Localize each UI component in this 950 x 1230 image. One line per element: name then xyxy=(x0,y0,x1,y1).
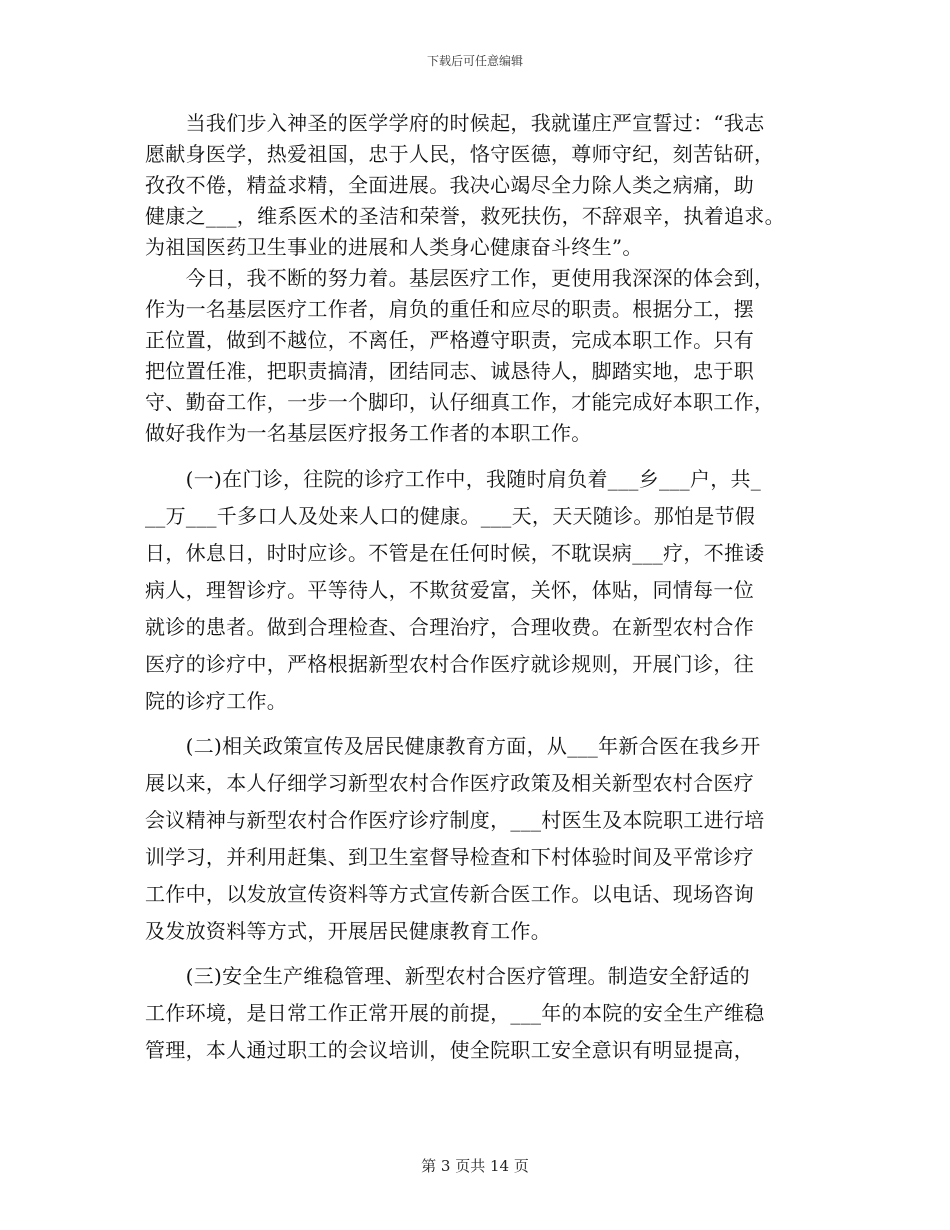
text-line: 医疗的诊疗中，严格根据新型农村合作医疗就诊规则，开展门诊，往 xyxy=(145,652,754,676)
text-line: 作为一名基层医疗工作者，肩负的重任和应尽的职责。根据分工，摆 xyxy=(145,297,754,321)
text-line: 就诊的患者。做到合理检查、合理治疗，合理收费。在新型农村合作 xyxy=(145,615,754,639)
text-line: 工作中，以发放宣传资料等方式宣传新合医工作。以电话、现场咨询 xyxy=(145,882,754,906)
paragraph xyxy=(145,958,807,1069)
text-line: 日，休息日，时时应诊。不管是在任何时候，不耽误病___疗，不推诿 xyxy=(145,541,765,565)
paragraph xyxy=(145,461,807,720)
text-line: (三)安全生产维稳管理、新型农村合医疗管理。制造安全舒适的 xyxy=(145,964,750,988)
text-line: 做好我作为一名基层医疗报务工作者的本职工作。 xyxy=(145,421,592,445)
text-line: 会议精神与新型农村合作医疗诊疗制度，___村医生及本院职工进行培 xyxy=(145,808,765,832)
text-line: 正位置，做到不越位，不离任，严格遵守职责，完成本职工作。只有 xyxy=(145,328,754,352)
paragraph xyxy=(145,728,807,950)
paragraph xyxy=(145,263,807,449)
text-line: 及发放资料等方式，开展居民健康教育工作。 xyxy=(145,919,551,943)
page-header: 下载后可任意编辑 xyxy=(426,54,523,68)
text-line: 工作环境，是日常工作正常开展的前提，___年的本院的安全生产维稳 xyxy=(145,1001,765,1025)
text-line: __万___千多口人及处来人口的健康。___天，天天随诊。那怕是节假 xyxy=(145,504,756,528)
text-line: 把位置任准，把职责搞清，团结同志、诚恳待人，脚踏实地，忠于职 xyxy=(145,359,754,383)
text-line: (一)在门诊，往院的诊疗工作中，我随时肩负着___乡___户，共_ xyxy=(145,467,762,491)
text-line: 管理，本人通过职工的会议培训，使全院职工安全意识有明显提高， xyxy=(145,1038,754,1062)
text-line: 守、勤奋工作，一步一个脚印，认仔细真工作，才能完成好本职工作， xyxy=(145,390,775,414)
text-line: 健康之___，维系医术的圣洁和荣誉，救死扶伤，不辞艰辛，执着追求。 xyxy=(145,204,785,228)
page-footer: 第 3 页共 14 页 xyxy=(421,1157,529,1175)
text-line: 愿献身医学，热爱祖国，忠于人民，恪守医德，尊师守纪，刻苦钻研， xyxy=(145,142,775,166)
text-line: 病人，理智诊疗。平等待人，不欺贫爱富，关怀，体贴，同情每一位 xyxy=(145,578,754,602)
text-line: 院的诊疗工作。 xyxy=(145,689,288,713)
text-line: 为祖国医药卫生事业的进展和人类身心健康奋斗终生”。 xyxy=(145,235,643,259)
text-line: (二)相关政策宣传及居民健康教育方面，从___年新合医在我乡开 xyxy=(145,734,761,758)
text-line: 今日，我不断的努力着。基层医疗工作，更使用我深深的体会到， xyxy=(145,266,775,290)
text-line: 训学习，并利用赶集、到卫生室督导检查和下村体验时间及平常诊疗 xyxy=(145,845,754,869)
paragraph xyxy=(145,108,807,263)
text-line: 展以来，本人仔细学习新型农村合作医疗政策及相关新型农村合医疗 xyxy=(145,771,754,795)
document-body xyxy=(145,108,807,1069)
text-line: 当我们步入神圣的医学学府的时候起，我就谨庄严宣誓过：“我志 xyxy=(145,111,765,135)
text-line: 孜孜不倦，精益求精，全面进展。我决心竭尽全力除人类之病痛，助 xyxy=(145,173,754,197)
